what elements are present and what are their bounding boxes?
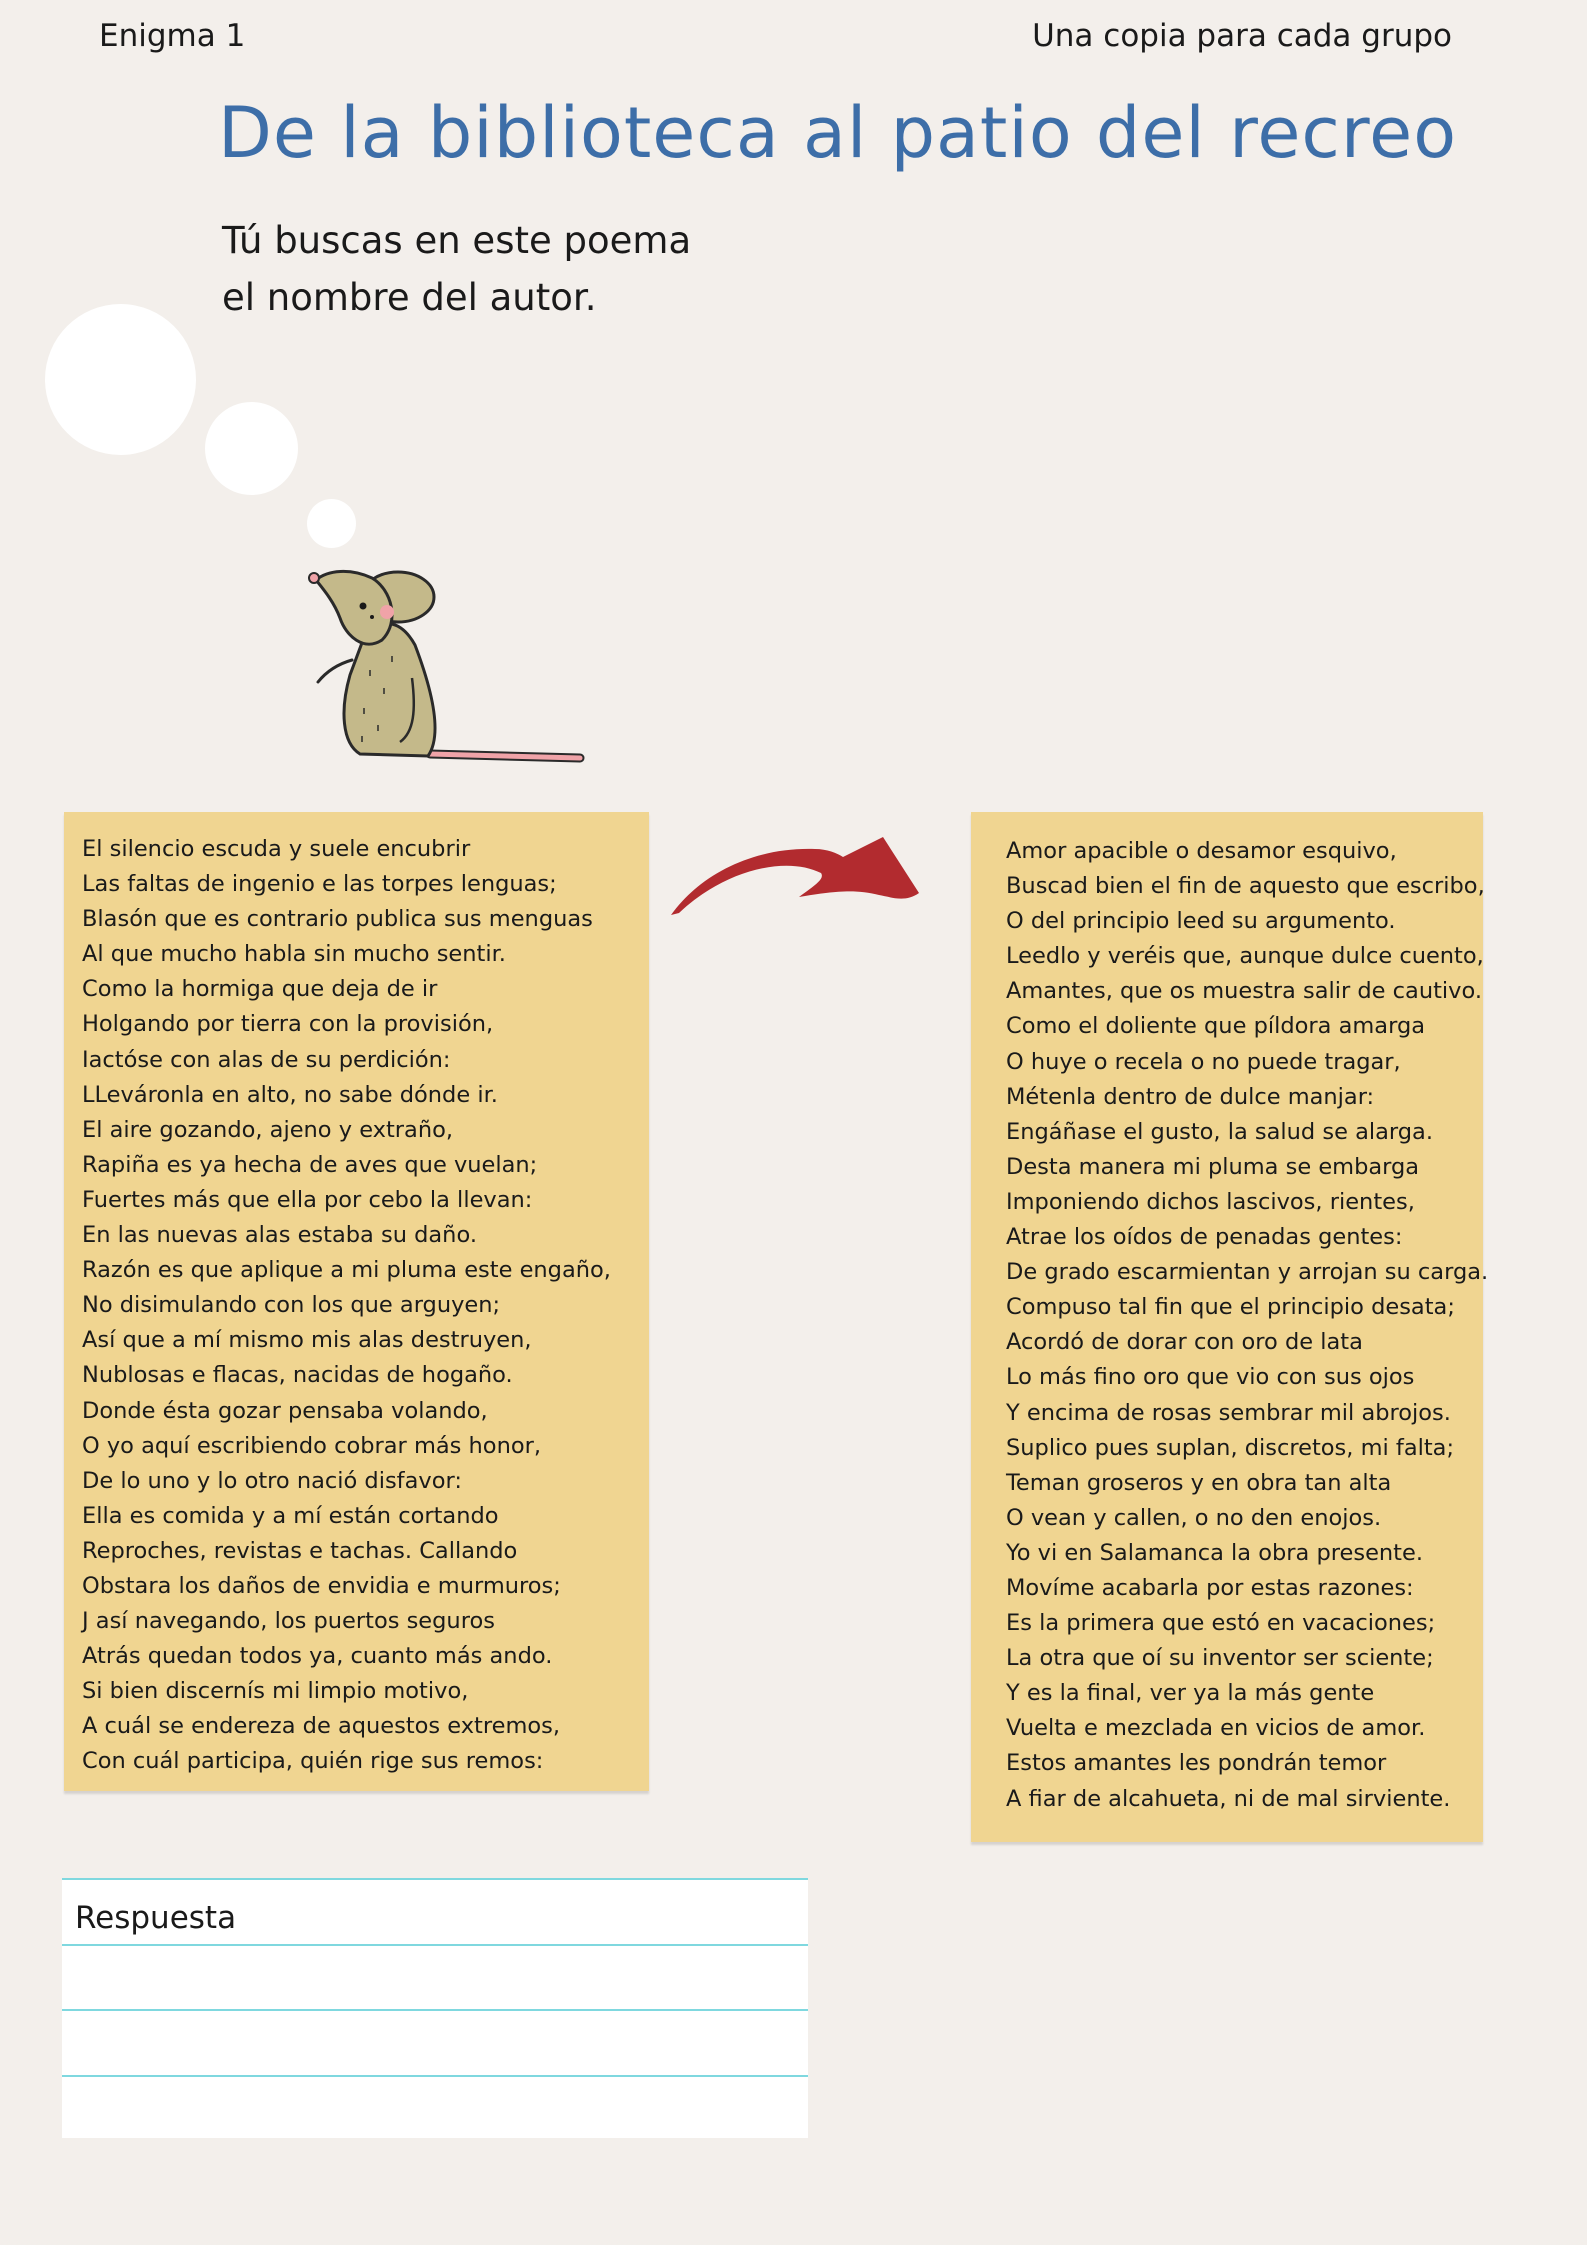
answer-rule	[62, 2075, 808, 2077]
poem-line: Fuertes más que ella por cebo la llevan:	[82, 1186, 533, 1213]
answer-rule	[62, 2009, 808, 2011]
poem-line: A cuál se endereza de aquestos extremos,	[82, 1713, 561, 1740]
prompt-line-1: Tú buscas en este poema	[222, 219, 692, 262]
poem-line: Yo vi en Salamanca la obra presente.	[1006, 1539, 1423, 1566]
poem-line: Atrás quedan todos ya, cuanto más ando.	[82, 1643, 553, 1670]
poem-line: Métenla dentro de dulce manjar:	[1006, 1083, 1375, 1110]
poem-line: Como la hormiga que deja de ir	[82, 976, 438, 1003]
thought-bubble-small	[307, 499, 356, 548]
poem-line: El silencio escuda y suele encubrir	[82, 836, 471, 862]
poem-line: Nublosas e flacas, nacidas de hogaño.	[82, 1362, 513, 1389]
poem-line: El aire gozando, ajeno y extraño,	[82, 1116, 453, 1143]
poem-line: No disimulando con los que arguyen;	[82, 1292, 501, 1319]
poem-line: Al que mucho habla sin mucho sentir.	[82, 941, 506, 968]
prompt-line-2: el nombre del autor.	[222, 276, 597, 319]
poem-line: Lo más fino oro que vio con sus ojos	[1006, 1364, 1415, 1391]
thought-bubble-large	[45, 304, 196, 455]
poem-line: Blasón que es contrario publica sus menguas	[82, 906, 593, 933]
poem-line: Amantes, que os muestra salir de cautivo.	[1006, 978, 1483, 1005]
answer-box[interactable]	[62, 1878, 808, 2138]
poem-line: Razón es que aplique a mi pluma este engaño,	[82, 1257, 611, 1284]
poem-line: Las faltas de ingenio e las torpes lenguas;	[82, 871, 557, 898]
poem-line: A fiar de alcahueta, ni de mal sirviente.	[1006, 1785, 1451, 1812]
poem-line: Obstara los daños de envidia e murmuros;	[82, 1572, 561, 1599]
poem-line: La otra que oí su inventor ser sciente;	[1006, 1645, 1434, 1672]
poem-card-left	[64, 812, 649, 1791]
poem-line: De grado escarmientan y arrojan su carga.	[1006, 1259, 1489, 1286]
poem-line: O del principio leed su argumento.	[1006, 908, 1396, 935]
poem-line: Donde ésta gozar pensaba volando,	[82, 1397, 488, 1424]
thought-bubble-medium	[205, 402, 298, 495]
poem-right-lines	[1006, 834, 1489, 1817]
copy-instruction-label: Una copia para cada grupo	[1032, 18, 1452, 54]
poem-line: Estos amantes les pondrán temor	[1006, 1750, 1387, 1777]
poem-line: Vuelta e mezclada en vicios de amor.	[1006, 1715, 1426, 1742]
poem-line: Leedlo y veréis que, aunque dulce cuento,	[1006, 943, 1484, 970]
right-arrow-icon	[665, 833, 925, 933]
poem-line: Es la primera que estó en vacaciones;	[1006, 1610, 1436, 1637]
poem-line: Rapiña es ya hecha de aves que vuelan;	[82, 1151, 538, 1178]
poem-line: Teman groseros y en obra tan alta	[1006, 1469, 1392, 1496]
poem-card-right	[971, 812, 1489, 1842]
poem-line: Compuso tal fin que el principio desata;	[1006, 1294, 1455, 1321]
poem-line: O vean y callen, o no den enojos.	[1006, 1504, 1382, 1531]
page-title: De la biblioteca al patio del recreo	[218, 92, 1458, 174]
poem-line: Buscad bien el fin de aquesto que escribo,	[1006, 873, 1485, 900]
poem-line: Así que a mí mismo mis alas destruyen,	[82, 1327, 532, 1354]
poem-line: Si bien discernís mi limpio motivo,	[82, 1678, 469, 1705]
prompt-text	[222, 212, 691, 326]
mouse-illustration	[300, 560, 590, 765]
poem-line: LLeváronla en alto, no sabe dónde ir.	[82, 1081, 498, 1108]
poem-line: Reproches, revistas e tachas. Callando	[82, 1537, 518, 1564]
poem-line: De lo uno y lo otro nació disfavor:	[82, 1467, 462, 1494]
poem-line: Iactóse con alas de su perdición:	[82, 1046, 451, 1073]
poem-line: Como el doliente que píldora amarga	[1006, 1013, 1426, 1040]
poem-line: O huye o recela o no puede tragar,	[1006, 1048, 1401, 1075]
poem-line: Amor apacible o desamor esquivo,	[1006, 838, 1397, 864]
poem-line: J así navegando, los puertos seguros	[82, 1608, 495, 1635]
poem-line: O yo aquí escribiendo cobrar más honor,	[82, 1432, 541, 1459]
answer-label: Respuesta	[75, 1900, 237, 1936]
poem-line: Y encima de rosas sembrar mil abrojos.	[1006, 1399, 1451, 1426]
poem-line: Y es la final, ver ya la más gente	[1006, 1680, 1375, 1707]
poem-line: Holgando por tierra con la provisión,	[82, 1011, 494, 1038]
poem-line: Suplico pues suplan, discretos, mi falta;	[1006, 1434, 1455, 1461]
answer-rule	[62, 1944, 808, 1946]
puzzle-number-label: Enigma 1	[99, 18, 246, 54]
poem-line: Engáñase el gusto, la salud se alarga.	[1006, 1118, 1433, 1145]
poem-line: Movíme acabarla por estas razones:	[1006, 1574, 1414, 1601]
poem-line: Con cuál participa, quién rige sus remos:	[82, 1748, 544, 1775]
poem-line: En las nuevas alas estaba su daño.	[82, 1222, 477, 1249]
poem-line: Imponiendo dichos lascivos, rientes,	[1006, 1188, 1415, 1215]
poem-line: Acordó de dorar con oro de lata	[1006, 1329, 1363, 1356]
poem-line: Ella es comida y a mí están cortando	[82, 1502, 499, 1529]
poem-left-lines	[82, 832, 649, 1780]
poem-line: Atrae los oídos de penadas gentes:	[1006, 1224, 1403, 1251]
poem-line: Desta manera mi pluma se embarga	[1006, 1153, 1420, 1180]
answer-rule	[62, 1878, 808, 1880]
